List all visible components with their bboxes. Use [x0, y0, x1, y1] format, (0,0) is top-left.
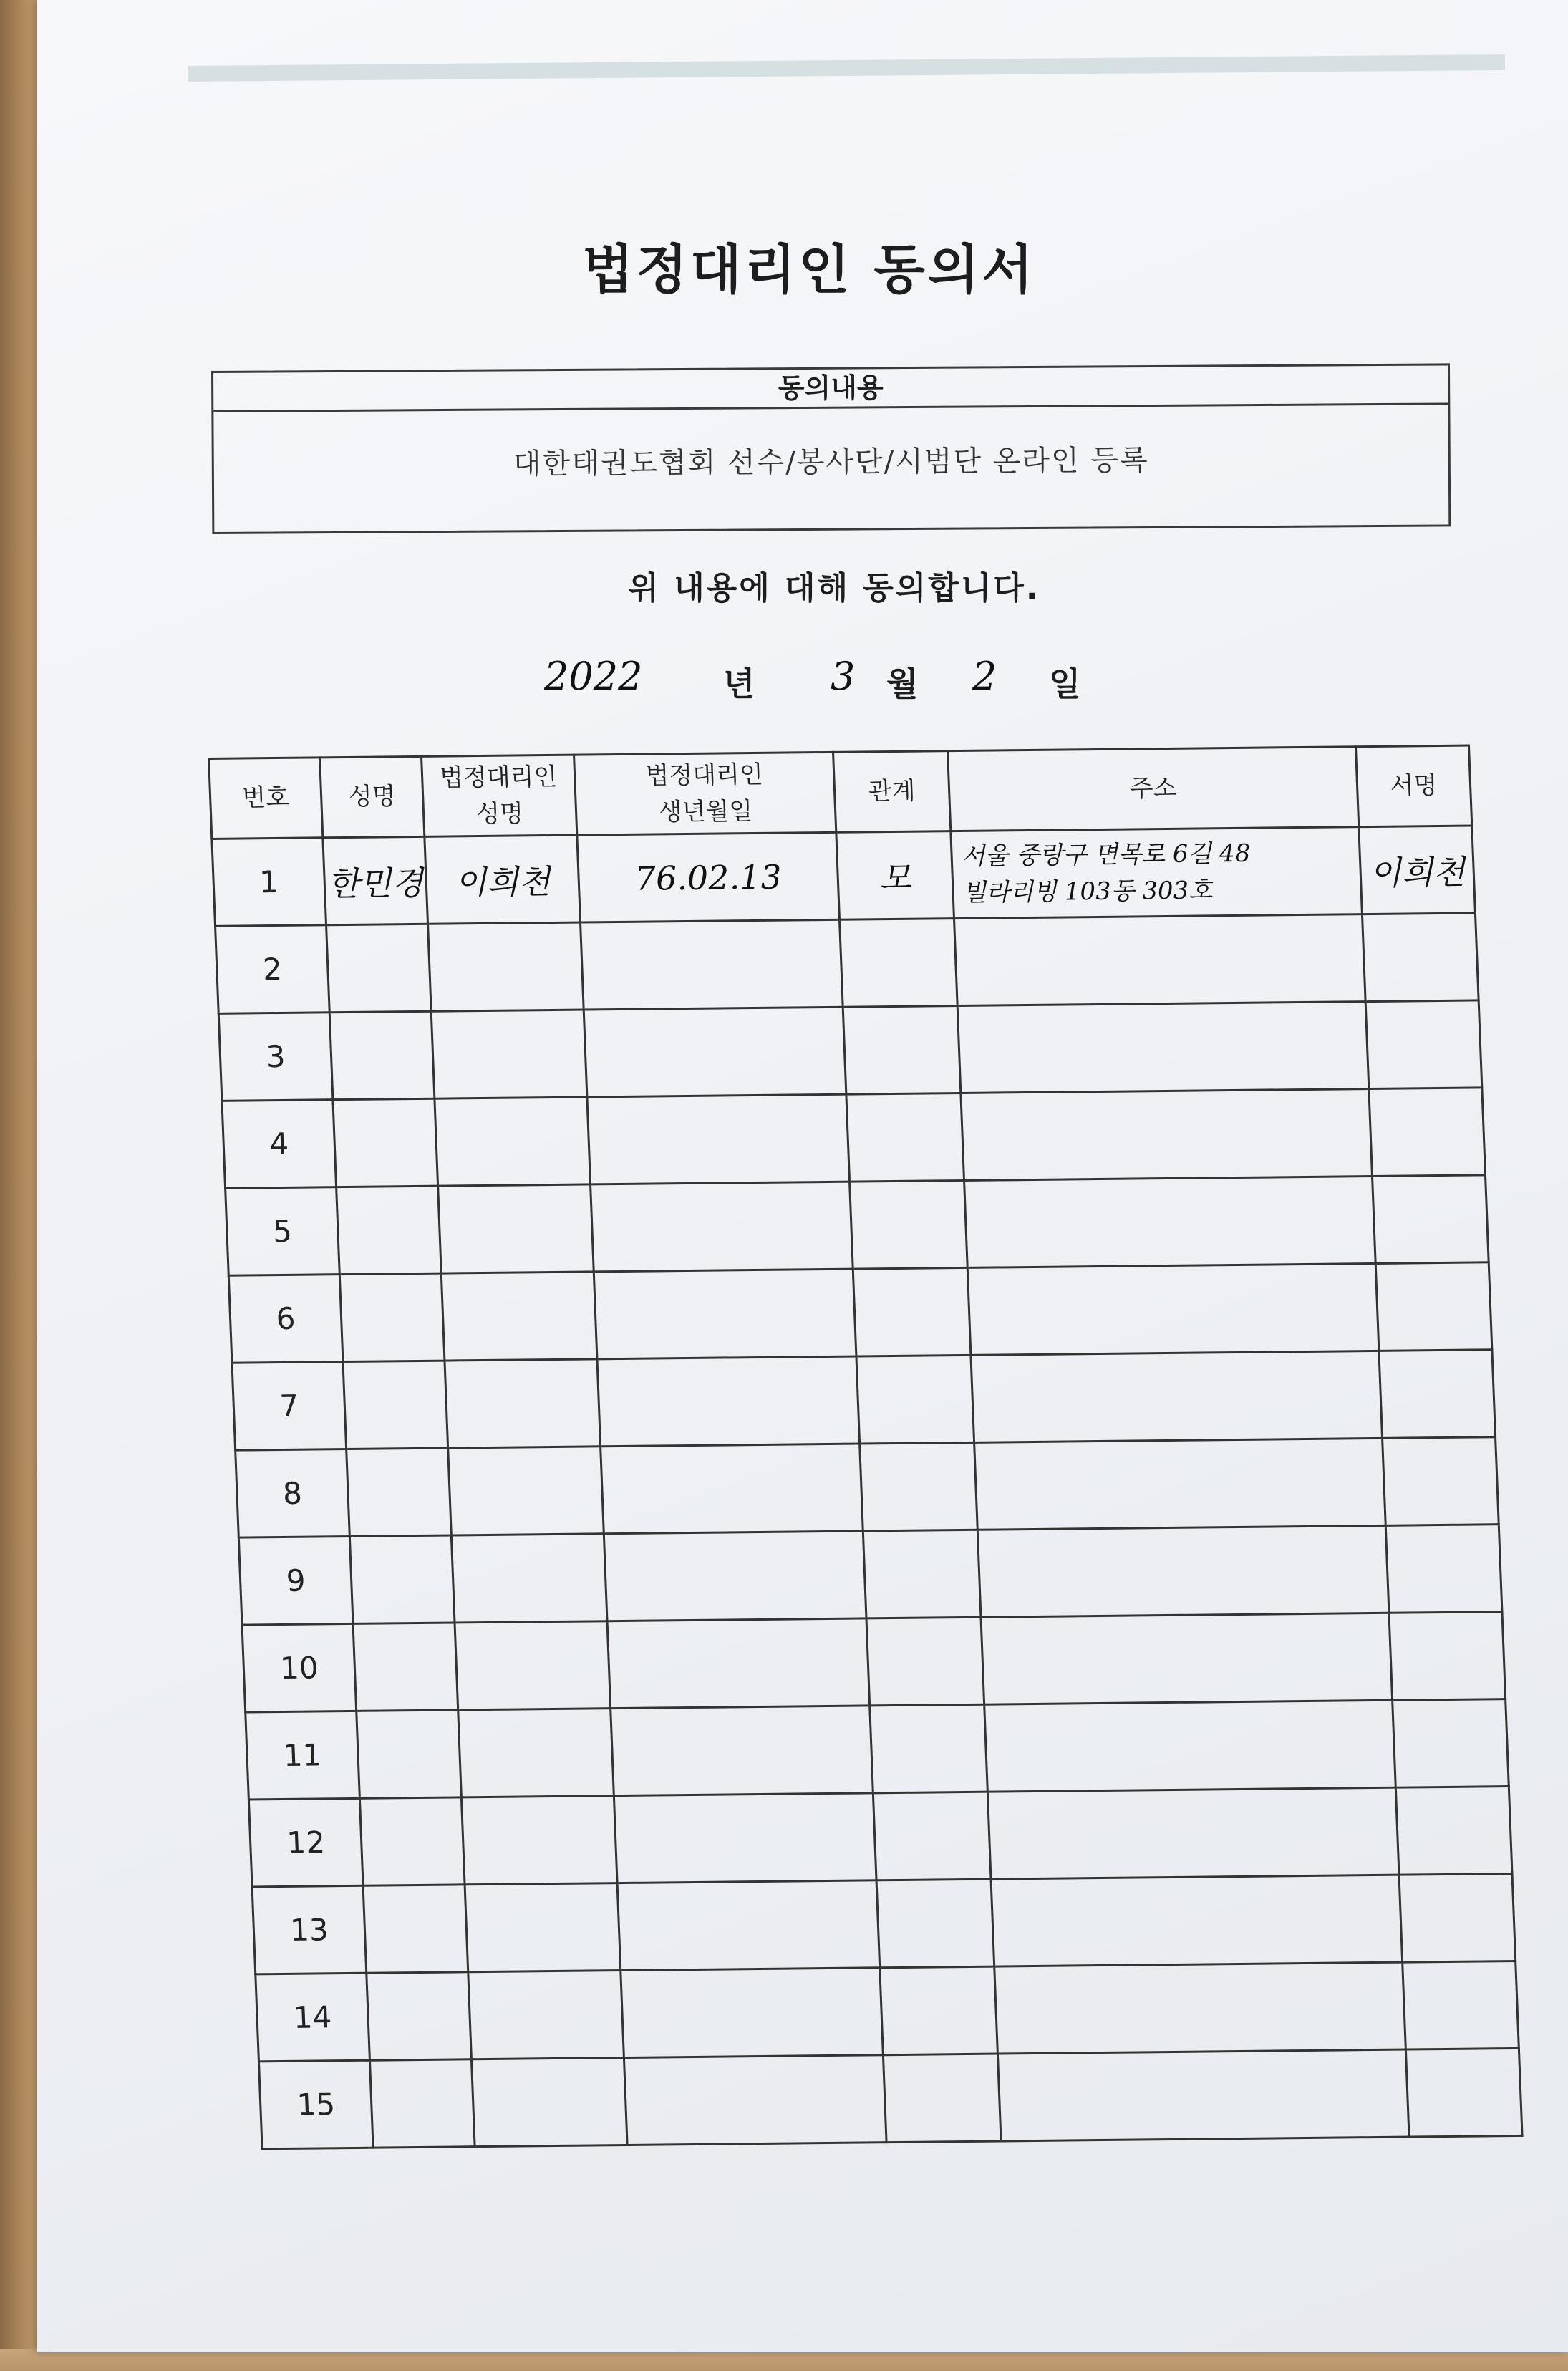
guardian-table [208, 745, 1524, 2150]
address [957, 1002, 1369, 1093]
row-number: 7 [232, 1362, 347, 1451]
relation [850, 1180, 968, 1269]
guardian-name [451, 1534, 607, 1623]
signature [1365, 1000, 1482, 1089]
guardian-birthdate [614, 1793, 876, 1883]
table-row [218, 1000, 1482, 1101]
table-header-row [209, 745, 1472, 839]
relation [880, 1966, 998, 2055]
student-name [353, 1623, 458, 1711]
row-number: 10 [242, 1623, 357, 1712]
date-year-unit: 년 [723, 665, 755, 703]
row-number: 8 [236, 1449, 350, 1538]
guardian-name: 이희천 [425, 835, 581, 924]
guardian-name [468, 1971, 624, 2059]
relation [870, 1704, 988, 1793]
relation [839, 919, 957, 1008]
student-name [339, 1273, 445, 1361]
date-month: 3 [831, 654, 856, 699]
relation: 모 [836, 831, 954, 920]
table-row [228, 1262, 1492, 1363]
student-name: 한민경 [323, 836, 428, 924]
row-number: 13 [252, 1885, 367, 1974]
address [974, 1438, 1386, 1530]
guardian-name [448, 1447, 604, 1535]
guardian-birthdate [584, 1007, 846, 1097]
header-name: 성명 [320, 756, 425, 837]
student-name [343, 1361, 448, 1449]
guardian-name [445, 1359, 601, 1448]
table-row [236, 1437, 1499, 1537]
address [997, 2049, 1409, 2141]
student-name [329, 1011, 435, 1099]
table-row [238, 1525, 1502, 1625]
guardian-table-wrapper [208, 745, 1521, 2150]
table-row [246, 1699, 1509, 1800]
signature [1403, 1961, 1519, 2049]
signature [1393, 1699, 1509, 1788]
guardian-birthdate: 76.02.13 [577, 832, 840, 922]
address [971, 1351, 1383, 1442]
row-number: 1 [212, 838, 326, 927]
guardian-birthdate [594, 1269, 856, 1359]
header-relation: 관계 [833, 751, 951, 833]
document-title: 법정대리인 동의서 [582, 239, 1036, 301]
guardian-name [438, 1184, 594, 1273]
signature [1383, 1437, 1499, 1526]
row-number: 4 [222, 1100, 337, 1189]
signature [1405, 2048, 1522, 2137]
student-name [347, 1448, 452, 1536]
guardian-name [428, 922, 584, 1011]
row-number: 14 [256, 1973, 370, 2062]
address [984, 1700, 1396, 1792]
student-name [359, 1797, 465, 1885]
guardian-birthdate [611, 1706, 873, 1796]
guardian-name [435, 1097, 591, 1186]
table-row [258, 2048, 1522, 2148]
signature [1385, 1525, 1502, 1613]
signature [1362, 913, 1479, 1002]
row-number: 6 [228, 1275, 343, 1363]
guardian-name [431, 1010, 587, 1098]
header-signature: 서명 [1355, 745, 1471, 827]
guardian-birthdate [587, 1094, 850, 1184]
row-number: 11 [246, 1711, 360, 1800]
date-line [544, 648, 1189, 713]
address: 서울 중랑구 면목로 6길 48 빌라리빙 103동 303호 [951, 827, 1363, 919]
guardian-birthdate [597, 1356, 860, 1447]
signature [1375, 1262, 1492, 1351]
table-row [216, 913, 1479, 1013]
relation [863, 1530, 981, 1618]
address [967, 1263, 1379, 1355]
date-day-unit: 일 [1049, 665, 1081, 703]
guardian-name [458, 1709, 614, 1797]
row-number: 5 [226, 1187, 340, 1276]
consent-body: 대한태권도협회 선수/봉사단/시범단 온라인 등록 [513, 444, 1149, 481]
address [977, 1525, 1389, 1617]
row-number: 15 [258, 2060, 373, 2149]
table-row [252, 1874, 1516, 1974]
signature [1373, 1175, 1489, 1264]
address [994, 1962, 1406, 2054]
student-name [367, 1972, 472, 2060]
table-row [232, 1350, 1496, 1450]
table-row [226, 1175, 1489, 1275]
guardian-birthdate [581, 919, 843, 1010]
table-row [212, 826, 1476, 926]
table-row [222, 1088, 1486, 1188]
guardian-name [461, 1796, 617, 1885]
guardian-name [441, 1272, 597, 1361]
consent-box [211, 363, 1451, 534]
header-number: 번호 [209, 758, 323, 839]
date-year: 2022 [544, 654, 643, 699]
header-address: 주소 [948, 747, 1359, 831]
guardian-birthdate [617, 1880, 880, 1971]
relation [866, 1617, 984, 1706]
relation [876, 1879, 994, 1968]
table-row [256, 1961, 1519, 2061]
relation [856, 1355, 974, 1444]
address [964, 1176, 1376, 1267]
student-name [349, 1535, 455, 1623]
row-number: 3 [218, 1013, 333, 1101]
address [991, 1875, 1403, 1966]
relation [860, 1442, 978, 1531]
date-day: 2 [972, 654, 997, 699]
row-number: 12 [248, 1798, 363, 1887]
guardian-birthdate [624, 2055, 886, 2145]
signature [1395, 1787, 1512, 1875]
header-guardian-birth: 법정대리인 생년월일 [574, 752, 836, 835]
consent-header: 동의내용 [213, 365, 1448, 412]
student-name [369, 2059, 475, 2148]
student-name [326, 924, 432, 1012]
signature: 이희천 [1359, 826, 1476, 914]
address [987, 1787, 1399, 1879]
date-month-unit: 월 [886, 665, 919, 703]
guardian-name [471, 2058, 627, 2147]
table-row [248, 1787, 1512, 1887]
header-guardian-name: 법정대리인 성명 [422, 755, 577, 836]
relation [873, 1792, 991, 1880]
guardian-name [455, 1621, 611, 1710]
guardian-birthdate [607, 1618, 870, 1709]
signature [1399, 1874, 1516, 1963]
guardian-birthdate [601, 1444, 863, 1534]
address [954, 914, 1365, 1006]
guardian-birthdate [591, 1182, 853, 1272]
agreement-statement: 위 내용에 대해 동의합니다. [628, 570, 1040, 607]
relation [843, 1006, 961, 1095]
table-body [212, 826, 1522, 2149]
student-name [333, 1098, 438, 1187]
relation [883, 2054, 1001, 2143]
guardian-birthdate [621, 1968, 884, 2058]
guardian-birthdate [604, 1531, 866, 1621]
signature [1369, 1088, 1486, 1177]
student-name [357, 1710, 462, 1798]
guardian-name [465, 1883, 621, 1972]
signature [1379, 1350, 1496, 1439]
student-name [337, 1186, 442, 1274]
student-name [363, 1885, 468, 1973]
row-number: 9 [238, 1536, 353, 1625]
desk-surface-left [0, 0, 43, 2371]
table-row [242, 1612, 1506, 1712]
address [961, 1089, 1373, 1181]
relation [853, 1267, 971, 1356]
address [981, 1613, 1393, 1704]
relation [846, 1093, 964, 1182]
row-number: 2 [216, 925, 330, 1014]
signature [1389, 1612, 1506, 1701]
